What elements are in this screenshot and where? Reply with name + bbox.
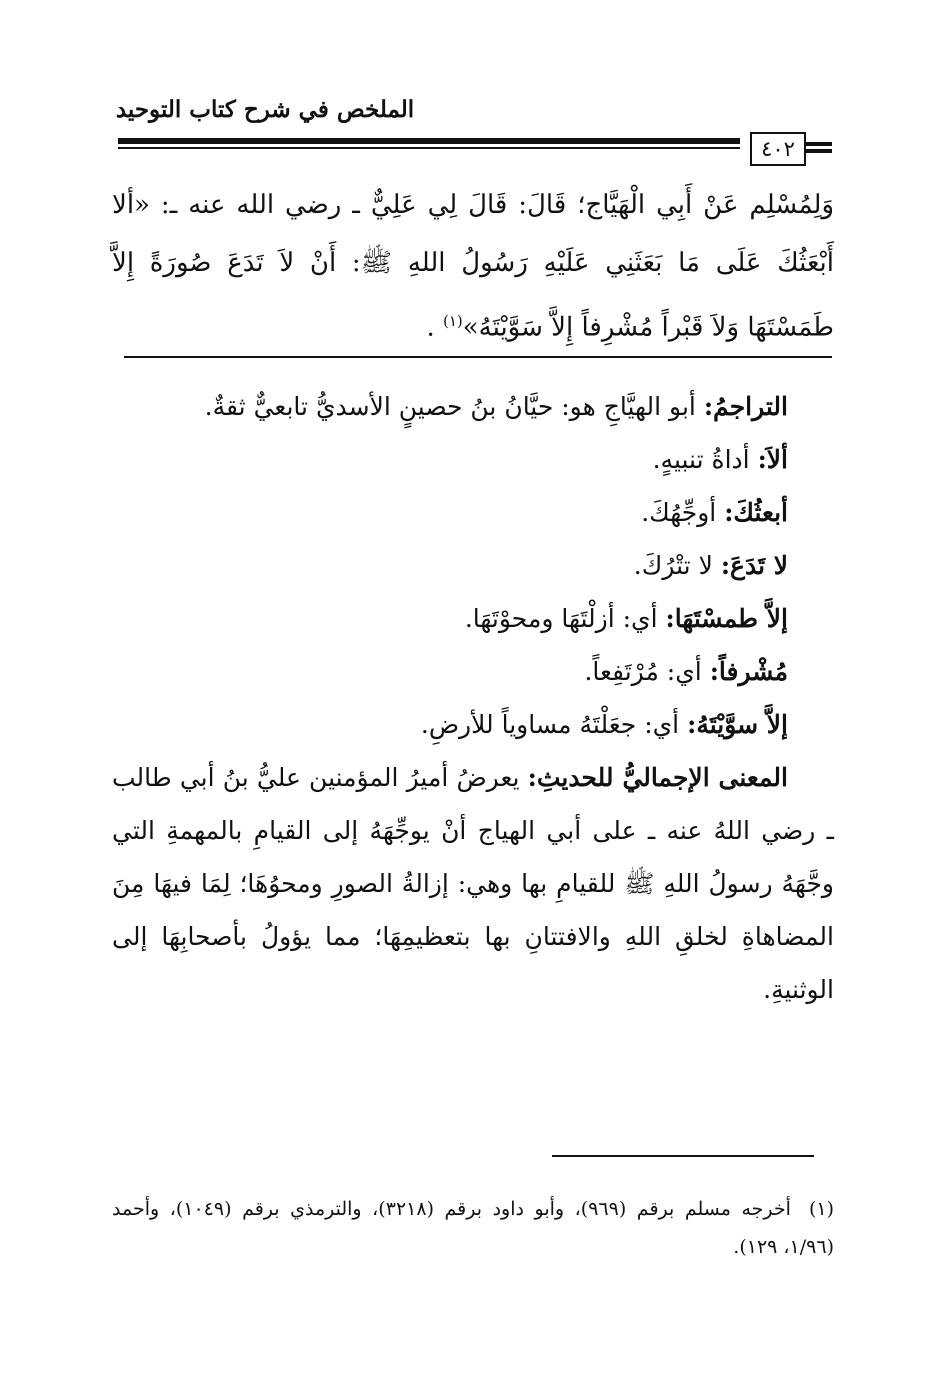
page-number: ٤٠٢ — [750, 132, 806, 166]
tarajim-paragraph — [112, 380, 834, 433]
section-divider — [124, 356, 832, 358]
explanation-block — [112, 380, 834, 1016]
page-number-ornament — [806, 142, 832, 156]
glossary-item — [112, 645, 834, 698]
glossary-meaning: أي: أزلْتَهَا ومحوْتَهَا. — [464, 604, 658, 633]
hadith-paragraph — [112, 176, 834, 357]
glossary-item — [112, 486, 834, 539]
glossary-item — [112, 698, 834, 751]
footnote-number: (١) — [808, 1198, 834, 1220]
footnote-text: أخرجه مسلم برقم (٩٦٩)، وأبو داود برقم (٣٢١٨)، والترمذي برقم (١٠٤٩)، وأحمد (١/٩٦، ١٢٩). — [112, 1198, 834, 1258]
running-title: الملخص في شرح كتاب التوحيد — [115, 96, 415, 123]
tarajim-label: التراجمُ: — [703, 392, 788, 421]
general-meaning-label: المعنى الإجماليُّ للحديثِ: — [527, 763, 788, 792]
glossary-meaning: أوجِّهُكَ. — [641, 498, 717, 527]
glossary-meaning: لا تتْرُكَ. — [633, 551, 713, 580]
glossary-term: لا تَدَعَ: — [720, 551, 788, 580]
hadith-end: . — [426, 312, 435, 343]
glossary-term: أبعثُكَ: — [724, 498, 788, 527]
glossary-term: مُشْرفاً: — [709, 657, 788, 686]
general-meaning-paragraph — [112, 751, 834, 1016]
tarajim-text: أبو الهيَّاجِ هو: حيَّانُ بنُ حصينٍ الأسديُّ تابعيٌّ ثقةٌ. — [204, 392, 696, 421]
glossary-term: إلاَّ سوَّيْتَهُ: — [687, 710, 788, 739]
header-double-rule — [118, 138, 740, 150]
hadith-text-block — [112, 176, 834, 357]
general-meaning-text: يعرضُ أميرُ المؤمنين عليُّ بنُ أبي طالب ـ رضي اللهُ عنه ـ على أبي الهياج أنْ يوجِّهَهُ إلى القيامِ بالمهمةِ التي وجَّهَهُ رسولُ اللهِ ﷺ للقيامِ بها وهي: إزالةُ الصورِ ومحوُهَا؛ لِمَا فيهَا مِنَ المضاهاةِ لخلقِ اللهِ والافتتانِ بها بتعظيمِهَا؛ مما يؤولُ بأصحابِهَا إلى الوثنيةِ. — [112, 763, 834, 1004]
footnote-marker: (١) — [442, 312, 463, 330]
ornament-bar — [806, 149, 832, 153]
header-rule-thick — [118, 138, 740, 144]
glossary-item — [112, 433, 834, 486]
glossary-meaning: أداةُ تنبيهٍ. — [652, 445, 750, 474]
hadith-text: وَلِمُسْلِم عَنْ أَبِي الْهَيَّاج؛ قَالَ: قَالَ لِي عَلِيٌّ ـ رضي الله عنه ـ: «ألا أَبْعَثُكَ عَلَى مَا بَعَثَنِي عَلَيْهِ رَسُولُ اللهِ ﷺ: أَنْ لاَ تَدَعَ صُورَةً إِلاَّ طَمَسْتَهَا وَلاَ قَبْراً مُشْرِفاً إِلاَّ سَوَّيْتَهُ» — [112, 190, 834, 343]
glossary-meaning: أي: جعَلْتَهُ مساوياً للأرضِ. — [420, 710, 680, 739]
footnote — [112, 1190, 834, 1266]
ornament-bar — [806, 142, 832, 146]
glossary-meaning: أي: مُرْتَفِعاً. — [584, 657, 702, 686]
glossary-item — [112, 592, 834, 645]
glossary-term: إلاَّ طمسْتَهَا: — [665, 604, 788, 633]
glossary-term: ألاَ: — [757, 445, 788, 474]
glossary-item — [112, 539, 834, 592]
header-rule-thin — [118, 147, 740, 149]
footnote-divider — [552, 1155, 814, 1157]
